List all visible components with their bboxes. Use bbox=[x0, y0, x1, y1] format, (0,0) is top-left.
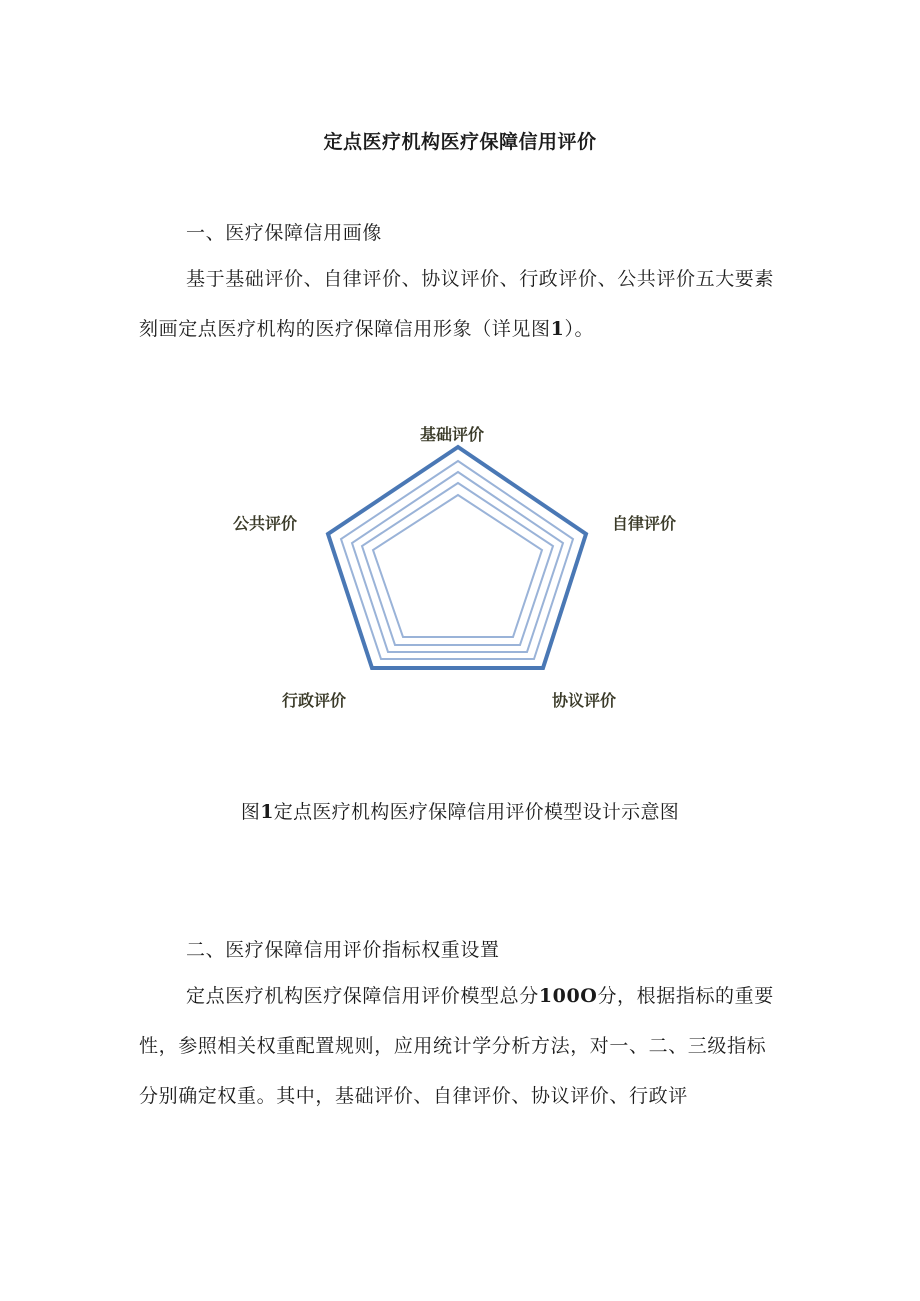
label-administrative-evaluation: 行政评价 bbox=[282, 691, 347, 710]
text-span: 刻画定点医疗机构的医疗保障信用形象（详见图 bbox=[139, 318, 551, 340]
paragraph-line: 性，参照相关权重配置规则，应用统计学分析方法，对一、二、三级指标 bbox=[139, 1035, 767, 1057]
paragraph-credit-portrait bbox=[139, 254, 784, 354]
paragraph-line: 分别确定权重。其中，基础评价、自律评价、协议评价、行政评 bbox=[139, 1085, 688, 1107]
paragraph-line bbox=[139, 304, 784, 354]
figure-reference-number: 1 bbox=[550, 318, 565, 340]
pentagon-svg bbox=[200, 410, 720, 720]
paragraph-line bbox=[139, 971, 784, 1021]
text-span: 分，根据指标的重要 bbox=[597, 985, 774, 1007]
pentagon-ring-5 bbox=[373, 495, 542, 637]
section-heading-weight-setting: 二、医疗保障信用评价指标权重设置 bbox=[186, 939, 500, 961]
label-public-evaluation: 公共评价 bbox=[233, 514, 298, 533]
label-self-discipline-evaluation: 自律评价 bbox=[612, 514, 677, 533]
section-heading-credit-portrait: 一、医疗保障信用画像 bbox=[186, 222, 383, 244]
figure-number: 1 bbox=[260, 801, 274, 823]
text-span: ）。 bbox=[564, 318, 595, 340]
paragraph-line: 基于基础评价、自律评价、协议评价、行政评价、公共评价五大要素 bbox=[186, 268, 775, 290]
figure-caption bbox=[0, 797, 920, 824]
text-span: 定点医疗机构医疗保障信用评价模型设计示意图 bbox=[273, 801, 680, 823]
text-span: 图 bbox=[240, 801, 261, 823]
pentagon-diagram bbox=[200, 410, 720, 720]
label-agreement-evaluation: 协议评价 bbox=[552, 691, 617, 710]
pentagon-ring-4 bbox=[362, 483, 553, 645]
document-title: 定点医疗机构医疗保障信用评价 bbox=[323, 131, 597, 153]
text-span: 定点医疗机构医疗保障信用评价模型总分 bbox=[186, 985, 539, 1007]
total-score-number: 100O bbox=[538, 985, 598, 1007]
paragraph-weight-setting bbox=[139, 971, 784, 1121]
label-basic-evaluation: 基础评价 bbox=[420, 425, 485, 444]
